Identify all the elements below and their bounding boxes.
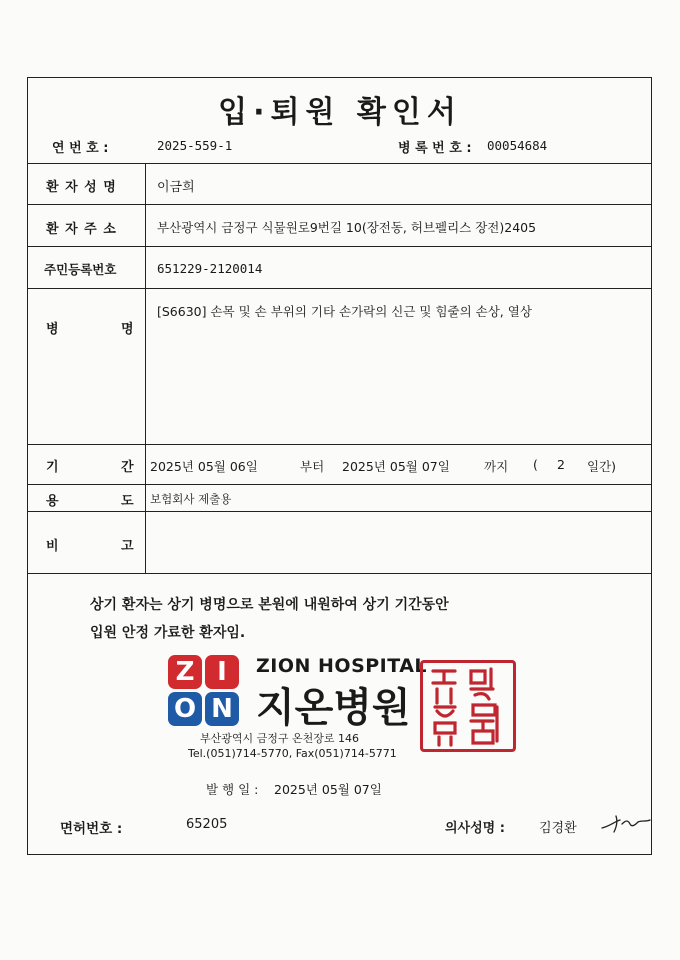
usage-value: 보험회사 제출용 [150,492,232,506]
hospital-seal [420,660,516,752]
address-value: 부산광역시 금정구 식물원로9번길 10(장전동, 허브펠리스 장전)2405 [157,220,537,235]
seal-glyph-icon [423,663,513,749]
table-line [27,246,652,247]
hospital-name-ko: 지온병원 [256,685,411,731]
period-open-paren: ( [533,457,538,472]
table-line [27,163,652,164]
id-label: 주민등록번호 [44,262,117,277]
table-line [27,484,652,485]
name-label: 환 자 성 명 [46,180,117,195]
issue-date-value: 2025년 05월 07일 [274,782,382,797]
period-label-1: 기 [46,460,59,475]
period-to-word: 까지 [484,459,509,474]
license-value: 65205 [186,817,228,832]
remark-label-1: 비 [46,539,59,554]
document-title: 입·퇴원 확인서 [218,95,462,130]
table-line [27,511,652,512]
table-divider [145,163,146,573]
record-value: 00054684 [487,138,548,153]
hospital-phone: Tel.(051)714-5770, Fax(051)714-5771 [188,747,397,760]
table-line [27,204,652,205]
period-from: 2025년 05월 06일 [150,459,258,474]
issue-date-label: 발 행 일 : [206,782,259,797]
id-value: 651229-2120014 [157,261,263,276]
signature-icon [600,810,652,834]
doctor-label: 의사성명 : [445,821,505,836]
table-line [27,444,652,445]
period-to: 2025년 05월 07일 [342,459,450,474]
address-label: 환 자 주 소 [46,222,117,237]
serial-label: 연 번 호 : [52,141,109,156]
usage-label-1: 용 [46,494,59,509]
period-from-word: 부터 [300,459,325,474]
name-value: 이금희 [157,180,195,195]
disease-label-2: 명 [121,322,134,337]
table-line [27,288,652,289]
logo-letter: Z [168,655,202,689]
serial-value: 2025-559-1 [157,138,233,153]
table-line [27,573,652,574]
logo-letter: N [205,692,239,726]
statement-line-2: 입원 안정 가료한 환자임. [90,625,246,641]
doctor-value: 김경환 [539,821,577,836]
license-label: 면허번호 : [60,821,123,837]
hospital-name-en: ZION HOSPITAL [256,655,428,677]
logo-letter: I [205,655,239,689]
disease-label-1: 병 [46,322,59,337]
record-label: 병 록 번 호 : [398,141,472,156]
hospital-address: 부산광역시 금정구 온천장로 146 [200,732,359,745]
period-label-2: 간 [121,460,134,475]
period-days: 2 [557,457,565,472]
remark-label-2: 고 [121,539,134,554]
statement-line-1: 상기 환자는 상기 병명으로 본원에 내원하여 상기 기간동안 [90,597,449,613]
period-days-unit: 일간) [587,459,617,474]
hospital-logo [168,655,240,727]
logo-letter: O [168,692,202,726]
disease-value: [S6630] 손목 및 손 부위의 기타 손가락의 신근 및 힘줄의 손상, 열상 [157,304,532,319]
usage-label-2: 도 [121,494,134,509]
